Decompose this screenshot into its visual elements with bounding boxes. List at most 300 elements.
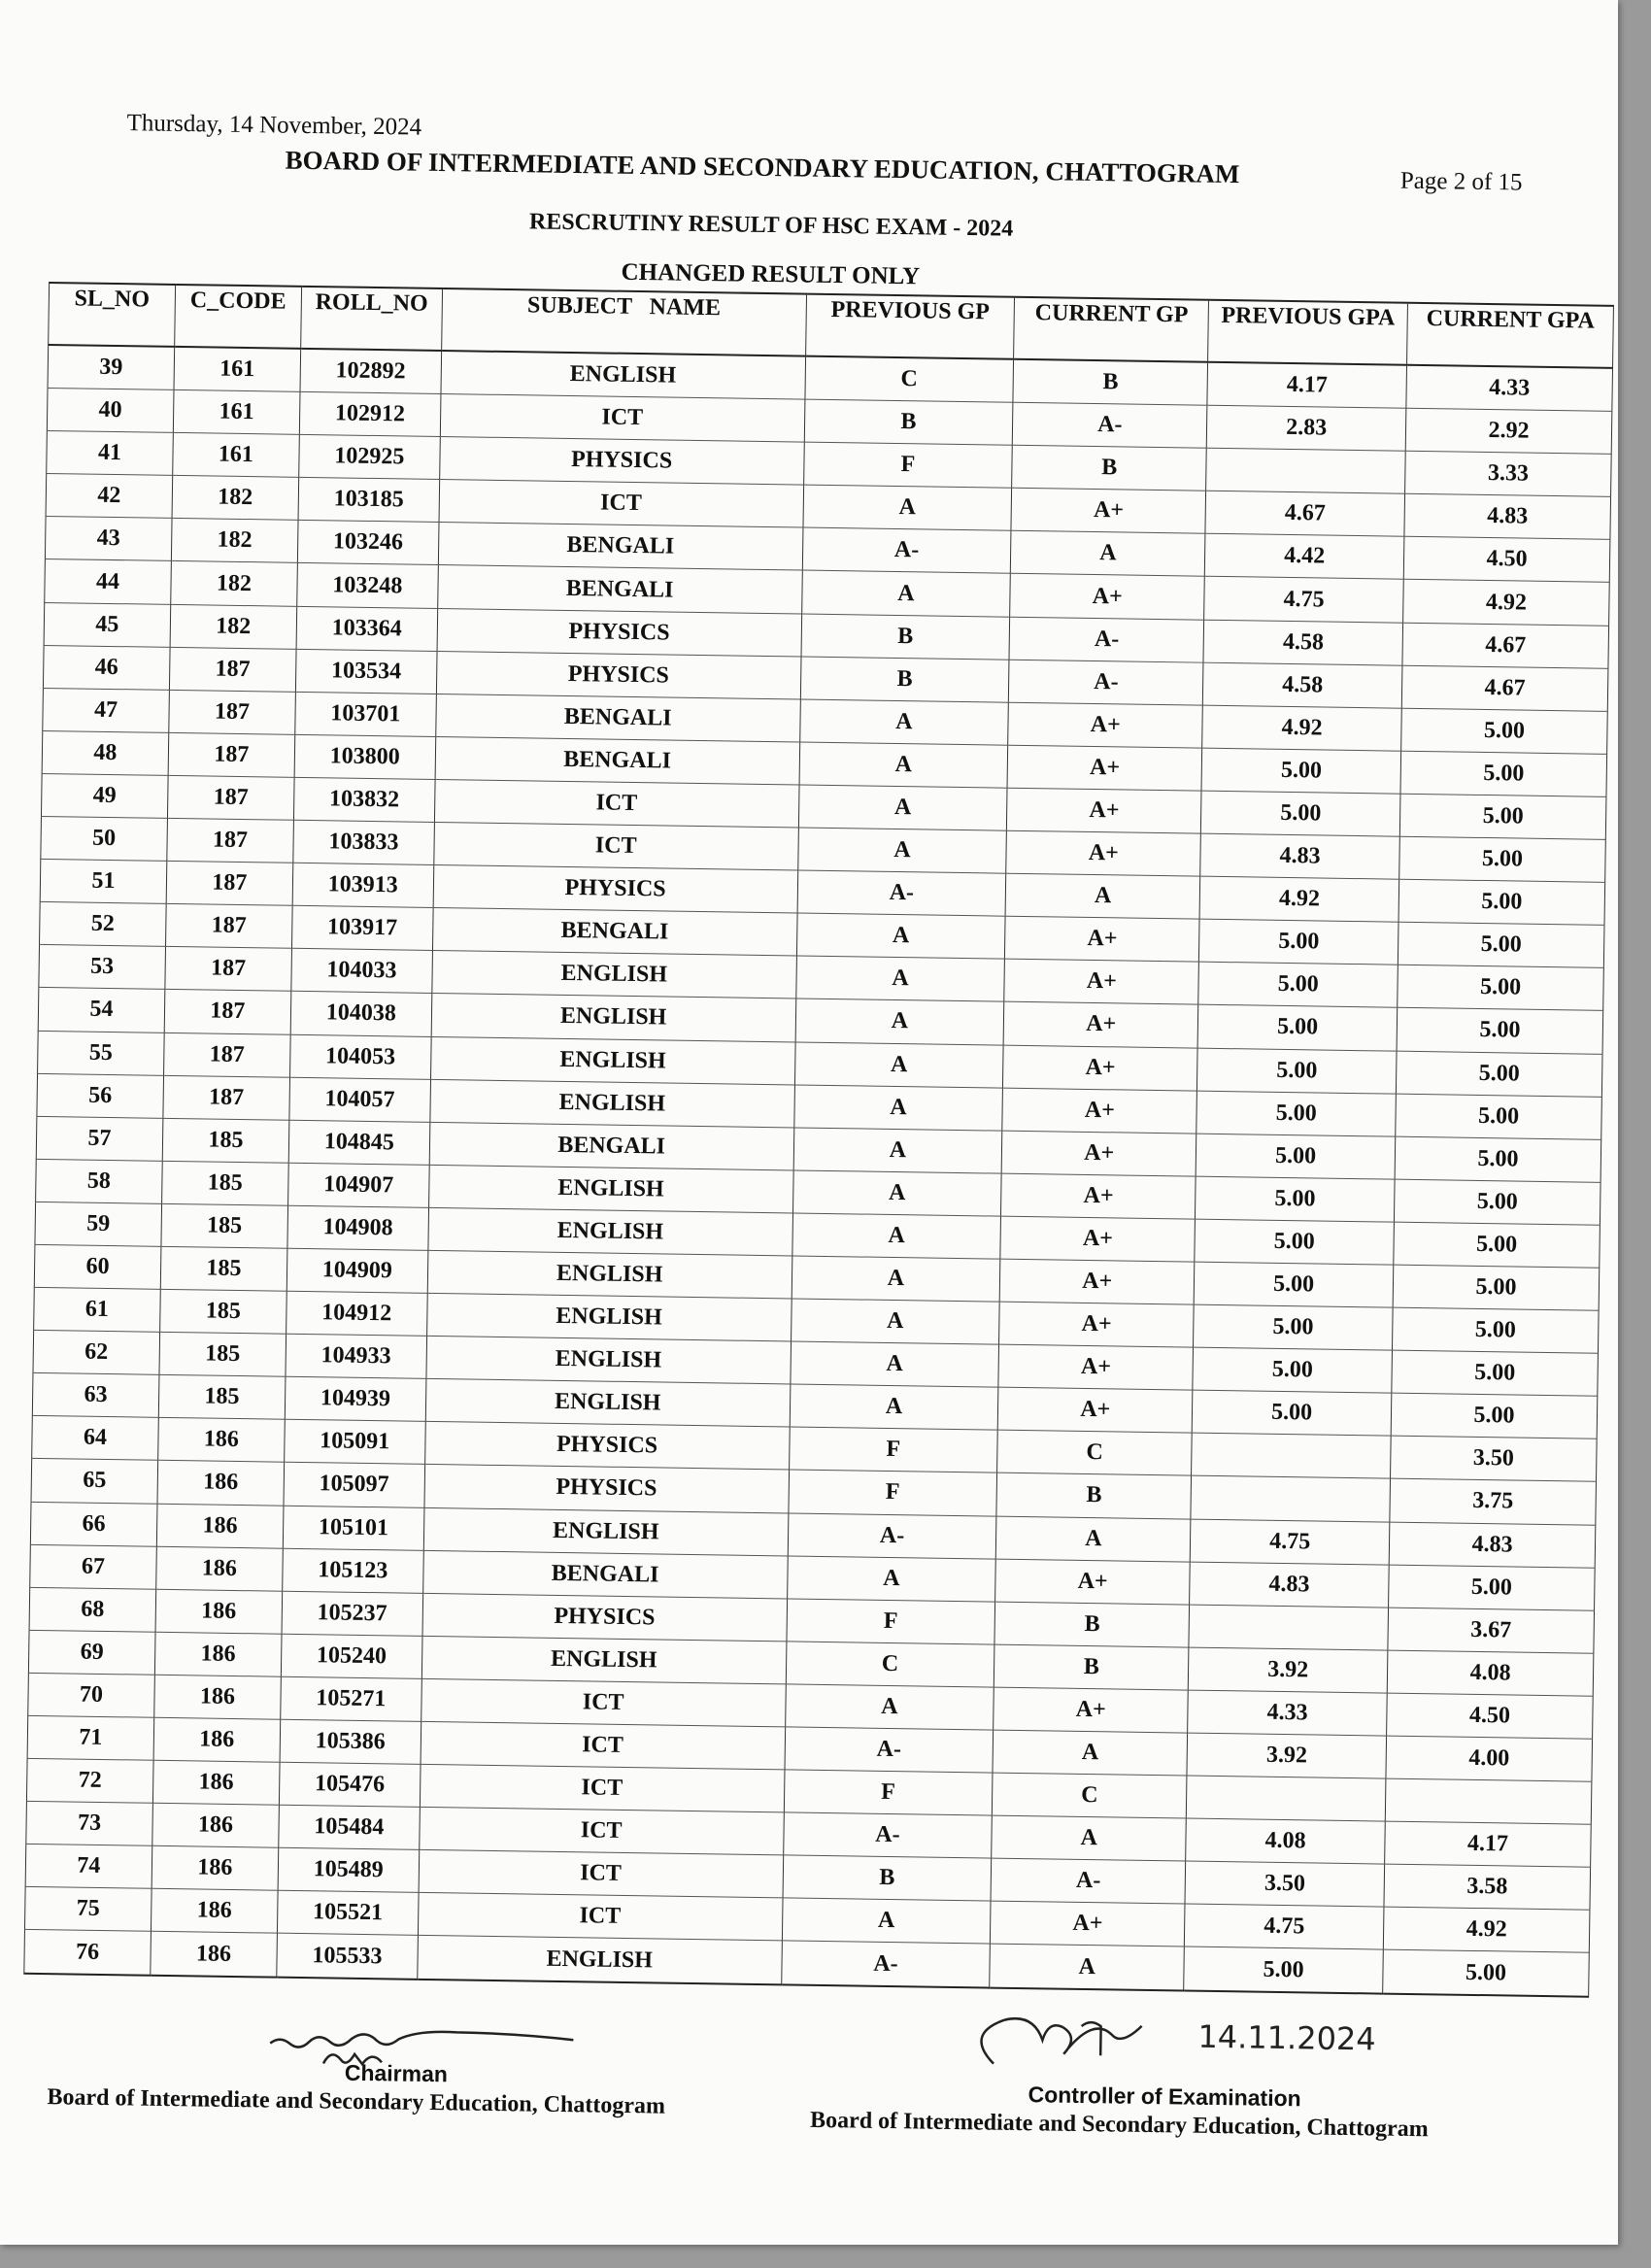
cell-current-gp: A+ (999, 1302, 1194, 1347)
cell-roll-no: 105489 (278, 1847, 420, 1892)
cell-c-code: 182 (170, 604, 297, 649)
cell-previous-gpa: 5.00 (1184, 1947, 1383, 1994)
cell-current-gpa: 4.08 (1387, 1650, 1594, 1696)
cell-previous-gp: A (787, 1556, 995, 1602)
cell-c-code: 186 (155, 1589, 283, 1634)
cell-subject-name: BENGALI (432, 908, 796, 957)
cell-subject-name: PHYSICS (436, 651, 800, 699)
cell-roll-no: 103917 (291, 906, 433, 951)
cell-previous-gpa (1191, 1476, 1390, 1522)
cell-previous-gp: A (792, 1213, 1000, 1259)
cell-sl-no: 59 (35, 1202, 162, 1246)
cell-previous-gp: F (784, 1770, 993, 1815)
cell-previous-gp: B (783, 1855, 992, 1901)
cell-current-gpa: 5.00 (1391, 1393, 1598, 1439)
cell-current-gpa: 5.00 (1399, 836, 1606, 882)
cell-current-gpa: 4.92 (1383, 1907, 1590, 1952)
cell-previous-gp: F (789, 1427, 997, 1473)
cell-roll-no: 105091 (284, 1420, 425, 1465)
cell-sl-no: 47 (43, 688, 170, 732)
cell-c-code: 187 (169, 690, 296, 734)
cell-previous-gpa: 5.00 (1199, 919, 1398, 965)
cell-roll-no: 104038 (290, 992, 432, 1036)
cell-previous-gpa (1192, 1433, 1391, 1478)
cell-current-gp: C (997, 1430, 1192, 1475)
cell-current-gp: B (994, 1602, 1189, 1647)
cell-current-gp: A (996, 1516, 1191, 1562)
cell-previous-gp: A (792, 1256, 1000, 1302)
cell-current-gp: B (994, 1644, 1189, 1690)
cell-current-gpa: 4.50 (1403, 537, 1610, 583)
cell-roll-no: 105521 (277, 1891, 419, 1936)
cell-sl-no: 39 (48, 345, 175, 390)
cell-c-code: 187 (167, 775, 294, 820)
cell-subject-name: PHYSICS (424, 1422, 789, 1471)
cell-c-code: 185 (158, 1375, 286, 1420)
cell-roll-no: 104053 (289, 1034, 431, 1079)
cell-subject-name: PHYSICS (439, 437, 803, 486)
cell-sl-no: 52 (40, 902, 167, 947)
cell-subject-name: PHYSICS (437, 608, 801, 657)
cell-previous-gp: F (803, 442, 1012, 488)
cell-sl-no: 74 (25, 1845, 152, 1889)
cell-previous-gpa: 5.00 (1197, 1048, 1397, 1094)
controller-signature-block (809, 2017, 1558, 2143)
cell-roll-no: 103185 (298, 478, 440, 523)
cell-current-gpa: 5.00 (1398, 879, 1605, 925)
cell-c-code: 186 (152, 1846, 279, 1891)
cell-subject-name: ENGLISH (431, 994, 795, 1042)
cell-subject-name: ICT (440, 394, 804, 443)
cell-c-code: 182 (172, 476, 299, 521)
cell-previous-gp: A (790, 1384, 998, 1430)
cell-previous-gp: A- (788, 1512, 996, 1558)
cell-current-gp: A (1005, 873, 1199, 919)
cell-sl-no: 70 (28, 1673, 155, 1717)
cell-sl-no: 58 (36, 1159, 163, 1203)
cell-previous-gpa: 5.00 (1196, 1134, 1395, 1179)
cell-previous-gp: A (799, 699, 1008, 745)
cell-roll-no: 103534 (295, 649, 437, 694)
cell-previous-gp: A (795, 956, 1004, 1001)
chairman-label: Chairman (344, 2059, 449, 2087)
col-c-code: C_CODE (175, 285, 302, 349)
cell-previous-gp: A (795, 999, 1004, 1044)
cell-sl-no: 49 (41, 773, 168, 818)
cell-subject-name: BENGALI (438, 523, 802, 571)
cell-c-code: 186 (156, 1504, 284, 1548)
cell-current-gpa: 5.00 (1395, 1179, 1601, 1225)
chairman-signature-block (43, 2020, 781, 2119)
cell-previous-gpa (1187, 1776, 1386, 1821)
cell-previous-gpa: 4.75 (1204, 577, 1403, 623)
cell-current-gpa: 4.67 (1401, 665, 1608, 711)
col-subject-name: SUBJECT NAME (441, 288, 806, 356)
cell-current-gpa: 5.00 (1395, 1136, 1601, 1182)
print-date: Thursday, 14 November, 2024 (126, 110, 422, 141)
cell-previous-gpa: 5.00 (1194, 1262, 1393, 1307)
cell-roll-no: 104907 (287, 1163, 429, 1207)
cell-current-gpa: 5.00 (1393, 1265, 1600, 1310)
cell-subject-name: ENGLISH (423, 1507, 788, 1556)
cell-roll-no: 103248 (297, 563, 439, 608)
cell-previous-gp: A (798, 785, 1007, 830)
cell-roll-no: 103913 (292, 863, 434, 907)
cell-sl-no: 60 (34, 1244, 161, 1289)
cell-current-gpa: 3.75 (1390, 1479, 1597, 1525)
cell-c-code: 186 (152, 1803, 280, 1847)
cell-subject-name: ENGLISH (426, 1293, 791, 1341)
cell-c-code: 182 (171, 561, 298, 606)
cell-current-gpa: 5.00 (1401, 708, 1608, 754)
cell-current-gp: A+ (1001, 1173, 1196, 1219)
board-title: BOARD OF INTERMEDIATE AND SECONDARY EDUCATION, CHATTOGRAM (285, 145, 1240, 189)
cell-roll-no: 105123 (283, 1548, 424, 1593)
cell-sl-no: 54 (38, 988, 165, 1032)
cell-previous-gpa: 4.92 (1202, 705, 1401, 751)
exam-title: RESCRUTINY RESULT OF HSC EXAM - 2024 (528, 209, 1014, 242)
cell-roll-no: 103832 (293, 777, 435, 822)
cell-current-gp: A+ (1000, 1216, 1195, 1262)
col-current-gpa: CURRENT GPA (1407, 303, 1614, 368)
cell-sl-no: 56 (37, 1073, 164, 1118)
cell-sl-no: 51 (40, 860, 167, 904)
cell-subject-name: ENGLISH (441, 351, 805, 399)
cell-previous-gpa: 3.50 (1185, 1861, 1384, 1907)
cell-current-gpa: 4.33 (1406, 365, 1613, 412)
cell-subject-name: ICT (434, 822, 798, 870)
cell-roll-no: 105097 (284, 1463, 425, 1507)
cell-sl-no: 61 (34, 1287, 161, 1332)
cell-subject-name: ENGLISH (432, 951, 796, 999)
cell-current-gpa: 2.92 (1405, 408, 1612, 454)
cell-current-gpa: 3.50 (1391, 1436, 1598, 1481)
cell-subject-name: BENGALI (429, 1122, 793, 1170)
cell-previous-gpa: 5.00 (1196, 1091, 1396, 1136)
cell-previous-gp: C (804, 356, 1013, 403)
cell-current-gp: A+ (1007, 745, 1201, 791)
cell-previous-gpa: 4.42 (1204, 534, 1403, 580)
cell-sl-no: 48 (42, 730, 169, 775)
cell-previous-gpa: 4.17 (1207, 362, 1406, 409)
cell-sl-no: 43 (45, 517, 172, 561)
cell-c-code: 187 (167, 818, 294, 863)
cell-sl-no: 65 (31, 1459, 158, 1504)
cell-current-gp: A+ (1001, 1131, 1196, 1176)
cell-c-code: 186 (154, 1632, 282, 1676)
cell-previous-gp: B (804, 399, 1013, 445)
col-sl-no: SL_NO (49, 283, 176, 347)
cell-c-code: 186 (151, 1889, 278, 1934)
cell-current-gp: A+ (1000, 1259, 1195, 1304)
cell-subject-name: BENGALI (436, 694, 800, 742)
cell-roll-no: 103246 (297, 521, 439, 565)
cell-current-gp: A+ (1010, 574, 1204, 620)
cell-current-gpa: 5.00 (1397, 1008, 1603, 1054)
cell-subject-name: ENGLISH (426, 1337, 791, 1385)
cell-c-code: 186 (154, 1675, 282, 1719)
cell-sl-no: 63 (32, 1373, 159, 1418)
cell-sl-no: 64 (32, 1416, 159, 1461)
cell-previous-gp: A- (783, 1812, 992, 1858)
cell-previous-gpa: 4.83 (1190, 1562, 1389, 1608)
cell-current-gp: A+ (1008, 702, 1202, 748)
cell-previous-gpa: 4.58 (1203, 662, 1402, 708)
cell-current-gp: A+ (995, 1559, 1190, 1605)
cell-current-gp: A+ (1002, 1088, 1196, 1134)
cell-sl-no: 45 (44, 602, 171, 647)
cell-subject-name: ENGLISH (427, 1250, 792, 1299)
cell-sl-no: 53 (39, 945, 166, 990)
cell-current-gpa: 4.92 (1403, 580, 1610, 626)
cell-c-code: 161 (173, 433, 300, 478)
cell-previous-gpa (1189, 1605, 1388, 1650)
cell-previous-gp: A- (781, 1941, 990, 1987)
cell-sl-no: 41 (47, 431, 174, 476)
cell-previous-gp: A (797, 828, 1006, 873)
cell-previous-gp: A (794, 1041, 1003, 1087)
cell-roll-no: 102925 (299, 435, 441, 480)
cell-previous-gpa: 3.92 (1187, 1733, 1386, 1778)
controller-signature-icon (964, 2005, 1198, 2077)
cell-current-gpa: 4.17 (1385, 1821, 1592, 1867)
cell-sl-no: 44 (45, 559, 172, 604)
cell-c-code: 161 (173, 390, 300, 435)
cell-current-gpa: 5.00 (1399, 794, 1606, 839)
cell-previous-gp: A (801, 571, 1010, 617)
cell-c-code: 186 (157, 1461, 285, 1506)
cell-current-gpa: 4.83 (1389, 1522, 1596, 1568)
results-table (23, 282, 1614, 1997)
cell-subject-name: ENGLISH (430, 1036, 794, 1085)
cell-current-gp: A+ (998, 1387, 1193, 1433)
cell-previous-gp: B (800, 657, 1009, 702)
cell-subject-name: ICT (419, 1850, 783, 1899)
cell-roll-no: 105240 (281, 1634, 422, 1678)
cell-previous-gp: F (786, 1599, 994, 1644)
col-previous-gp: PREVIOUS GP (805, 294, 1015, 359)
cell-current-gpa: 5.00 (1400, 751, 1607, 796)
result-note: CHANGED RESULT ONLY (621, 258, 921, 290)
cell-current-gp: A+ (1004, 959, 1198, 1004)
cell-subject-name: ICT (421, 1678, 785, 1727)
cell-previous-gpa: 5.00 (1193, 1347, 1392, 1393)
cell-current-gp: A- (1013, 402, 1207, 448)
cell-current-gp: A+ (1005, 916, 1199, 962)
cell-previous-gpa: 3.92 (1188, 1647, 1387, 1693)
cell-previous-gpa: 4.92 (1199, 876, 1398, 922)
cell-current-gp: A+ (1003, 1002, 1197, 1048)
cell-subject-name: ENGLISH (430, 1079, 794, 1128)
cell-subject-name: BENGALI (422, 1550, 787, 1599)
cell-current-gp: A (993, 1730, 1187, 1776)
cell-sl-no: 73 (26, 1802, 153, 1846)
cell-previous-gpa: 4.58 (1203, 620, 1402, 665)
cell-roll-no: 102912 (299, 391, 441, 436)
cell-roll-no: 103364 (296, 606, 438, 651)
page-number: Page 2 of 15 (1399, 167, 1523, 196)
cell-c-code: 185 (160, 1246, 287, 1291)
cell-subject-name: ENGLISH (428, 1207, 792, 1256)
cell-c-code: 187 (169, 647, 296, 692)
cell-c-code: 187 (168, 732, 295, 777)
cell-sl-no: 40 (47, 389, 174, 433)
cell-roll-no: 104033 (291, 949, 433, 994)
cell-current-gp: B (996, 1473, 1191, 1519)
cell-sl-no: 67 (30, 1544, 157, 1589)
cell-current-gp: A+ (1007, 788, 1201, 833)
cell-previous-gpa: 4.67 (1205, 491, 1404, 536)
cell-c-code: 187 (163, 1075, 290, 1120)
cell-sl-no: 62 (33, 1331, 160, 1375)
cell-c-code: 185 (159, 1332, 286, 1376)
cell-previous-gpa: 4.33 (1188, 1690, 1387, 1736)
cell-previous-gpa: 5.00 (1197, 1005, 1397, 1051)
cell-current-gpa: 4.50 (1387, 1693, 1594, 1739)
cell-c-code: 186 (153, 1717, 281, 1762)
cell-subject-name: BENGALI (435, 736, 799, 785)
cell-current-gp: A+ (994, 1687, 1188, 1733)
cell-current-gpa: 4.67 (1402, 623, 1609, 668)
cell-roll-no: 105484 (279, 1805, 421, 1849)
controller-organization: Board of Intermediate and Secondary Education, Chattogram (809, 2107, 1429, 2143)
cell-current-gpa: 5.00 (1396, 1051, 1602, 1097)
cell-roll-no: 105533 (277, 1934, 419, 1980)
cell-current-gp: A+ (1006, 830, 1200, 876)
cell-sl-no: 71 (27, 1715, 154, 1760)
cell-sl-no: 66 (30, 1502, 157, 1546)
cell-roll-no: 103833 (293, 820, 435, 864)
cell-current-gp: A+ (998, 1344, 1193, 1390)
cell-previous-gpa: 5.00 (1196, 1176, 1395, 1222)
cell-previous-gpa: 4.83 (1200, 833, 1399, 879)
cell-c-code: 161 (174, 347, 301, 392)
cell-roll-no: 102892 (300, 349, 442, 394)
cell-previous-gpa: 5.00 (1194, 1304, 1393, 1350)
cell-roll-no: 105237 (282, 1591, 423, 1636)
cell-current-gpa: 5.00 (1398, 965, 1604, 1011)
cell-sl-no: 76 (24, 1930, 152, 1976)
cell-previous-gpa: 5.00 (1192, 1390, 1391, 1436)
cell-previous-gpa: 5.00 (1195, 1219, 1394, 1265)
cell-roll-no: 104845 (288, 1120, 430, 1165)
cell-previous-gp: F (788, 1470, 996, 1515)
cell-c-code: 185 (160, 1289, 287, 1334)
cell-c-code: 187 (163, 1032, 290, 1077)
cell-subject-name: ICT (421, 1721, 785, 1770)
cell-current-gpa: 4.00 (1386, 1736, 1593, 1781)
cell-subject-name: ENGLISH (418, 1936, 782, 1984)
cell-previous-gp: A- (785, 1727, 994, 1773)
cell-roll-no: 105476 (279, 1762, 421, 1807)
cell-previous-gp: A (796, 913, 1005, 959)
cell-roll-no: 103701 (295, 692, 437, 736)
cell-previous-gp: A (793, 1085, 1002, 1131)
cell-roll-no: 104057 (289, 1077, 431, 1122)
cell-previous-gp: A (793, 1128, 1002, 1173)
cell-previous-gp: A (790, 1341, 998, 1387)
cell-current-gpa: 5.00 (1383, 1950, 1590, 1997)
cell-current-gpa: 5.00 (1398, 922, 1604, 967)
cell-previous-gp: C (786, 1642, 994, 1687)
cell-previous-gpa: 4.08 (1186, 1818, 1385, 1864)
cell-subject-name: ENGLISH (428, 1165, 792, 1213)
cell-c-code: 187 (166, 861, 293, 905)
col-current-gp: CURRENT GP (1014, 297, 1209, 362)
cell-c-code: 182 (171, 519, 298, 563)
cell-subject-name: PHYSICS (424, 1465, 789, 1513)
cell-sl-no: 57 (36, 1116, 163, 1161)
table-body (24, 345, 1613, 1996)
cell-sl-no: 69 (28, 1630, 155, 1675)
cell-current-gpa: 5.00 (1396, 1094, 1602, 1139)
cell-previous-gp: A (792, 1170, 1001, 1216)
cell-previous-gp: A (785, 1684, 994, 1730)
cell-current-gp: A- (1009, 660, 1203, 705)
cell-current-gpa: 5.00 (1393, 1307, 1600, 1353)
cell-sl-no: 50 (41, 816, 168, 861)
chairman-organization: Board of Intermediate and Secondary Education, Chattogram (47, 2084, 666, 2119)
cell-c-code: 185 (161, 1161, 288, 1205)
cell-current-gp: A+ (1003, 1045, 1197, 1091)
cell-c-code: 186 (156, 1546, 284, 1591)
cell-c-code: 187 (165, 947, 292, 992)
cell-current-gp: A (1011, 531, 1205, 577)
col-previous-gpa: PREVIOUS GPA (1208, 300, 1408, 365)
cell-c-code: 185 (162, 1118, 289, 1163)
cell-sl-no: 68 (29, 1587, 156, 1632)
cell-previous-gpa: 5.00 (1201, 791, 1400, 836)
cell-subject-name: BENGALI (438, 565, 802, 614)
cell-c-code: 185 (161, 1203, 288, 1248)
cell-roll-no: 105386 (280, 1719, 421, 1764)
cell-roll-no: 104939 (285, 1376, 426, 1421)
cell-current-gpa: 5.00 (1392, 1350, 1599, 1396)
cell-previous-gp: A- (797, 870, 1006, 916)
cell-current-gpa: 4.83 (1404, 494, 1611, 540)
cell-sl-no: 55 (38, 1031, 165, 1075)
cell-current-gpa: 5.00 (1394, 1222, 1600, 1268)
cell-subject-name: PHYSICS (422, 1593, 787, 1642)
cell-roll-no: 104909 (286, 1248, 428, 1293)
cell-current-gpa: 5.00 (1389, 1565, 1596, 1610)
cell-sl-no: 46 (43, 645, 170, 690)
cell-subject-name: ICT (434, 779, 798, 828)
cell-current-gp: A (992, 1815, 1186, 1861)
cell-current-gp: C (993, 1773, 1187, 1818)
cell-subject-name: ENGLISH (425, 1379, 790, 1428)
cell-subject-name: PHYSICS (433, 865, 797, 914)
cell-roll-no: 103800 (294, 734, 436, 779)
cell-roll-no: 104933 (286, 1334, 427, 1378)
cell-current-gp: A- (1009, 617, 1203, 662)
cell-current-gp: B (1012, 445, 1206, 491)
cell-previous-gpa: 4.75 (1190, 1519, 1389, 1565)
cell-current-gpa: 3.67 (1388, 1608, 1595, 1653)
cell-c-code: 186 (151, 1932, 278, 1978)
cell-previous-gp: A- (802, 527, 1011, 573)
cell-roll-no: 105101 (283, 1506, 424, 1550)
cell-previous-gpa: 5.00 (1201, 748, 1400, 794)
cell-current-gp: B (1013, 359, 1207, 406)
cell-previous-gpa: 5.00 (1198, 962, 1398, 1007)
cell-previous-gpa (1206, 448, 1405, 493)
controller-label: Controller of Examination (1028, 2082, 1301, 2112)
cell-current-gpa: 3.33 (1405, 451, 1612, 496)
cell-subject-name: ICT (420, 1808, 784, 1856)
cell-previous-gp: A (782, 1898, 991, 1944)
cell-roll-no: 104912 (286, 1291, 427, 1336)
